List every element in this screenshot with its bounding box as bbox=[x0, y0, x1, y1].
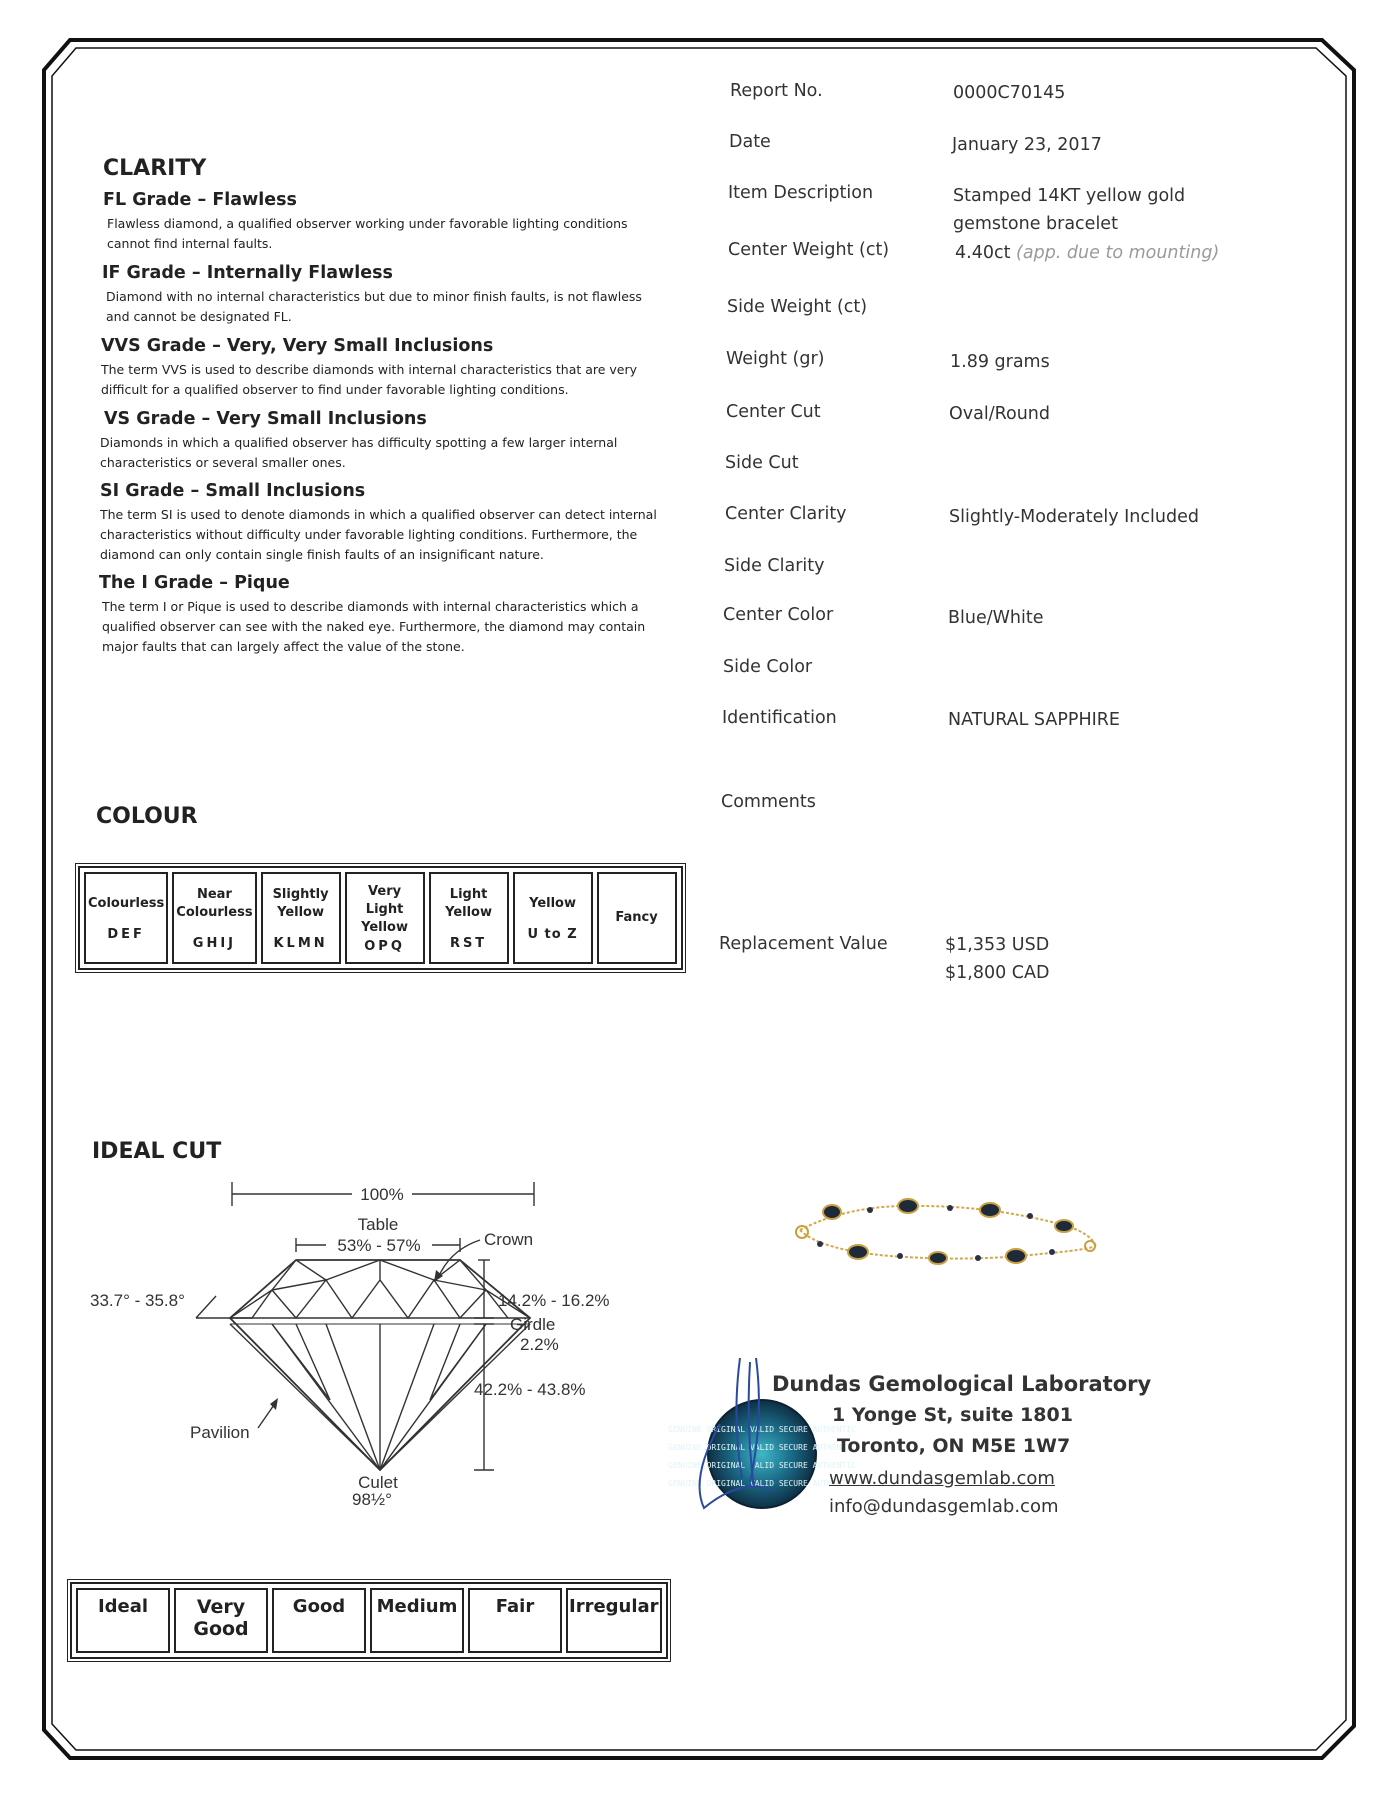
clarity-grade-fl bbox=[103, 190, 647, 254]
weight-gr-value: 1.89 grams bbox=[950, 352, 1050, 372]
hologram-text-1: GENUINE ORIGINAL VALID SECURE AUTHENTIC bbox=[668, 1425, 856, 1434]
colour-cell-label: Slightly bbox=[272, 886, 329, 902]
identification-label: Identification bbox=[722, 708, 837, 728]
grade-heading: VS Grade – Very Small Inclusions bbox=[104, 409, 427, 429]
hologram-text-2: GENUINE ORIGINAL VALID SECURE AUTHENTIC bbox=[668, 1443, 856, 1452]
clarity-grade-vs bbox=[100, 409, 645, 473]
colour-cell-code: OPQ bbox=[364, 938, 405, 954]
lab-name: Dundas Gemological Laboratory bbox=[772, 1372, 1152, 1396]
cut-grade-label: Good bbox=[193, 1618, 249, 1640]
center-weight-amount: 4.40ct bbox=[955, 243, 1011, 263]
cut-grade-label: Very bbox=[196, 1596, 246, 1618]
colour-cell-near-colourless bbox=[172, 872, 256, 964]
cut-grade-label: Irregular bbox=[569, 1596, 659, 1617]
grade-text: The term VVS is used to describe diamonds with internal characteristics that are very difficult for a qualified observer to find under favorable lighting conditions. bbox=[101, 362, 638, 397]
cut-grade-irregular bbox=[566, 1588, 662, 1653]
colour-cell-label: Very bbox=[368, 883, 402, 899]
cut-grade-very-good bbox=[174, 1588, 268, 1653]
grade-text: The term I or Pique is used to describe diamonds with internal characteristics which a qualified observer can see with the naked eye. Furthermore, the diamond may contain major faults that can largely affect the value of the stone. bbox=[102, 599, 646, 654]
lab-address-2: Toronto, ON M5E 1W7 bbox=[837, 1435, 1071, 1457]
comments-label: Comments bbox=[721, 792, 816, 812]
colour-cell-code: U to Z bbox=[527, 926, 578, 942]
date-label: Date bbox=[729, 132, 771, 152]
table-range-label: 53% - 57% bbox=[337, 1236, 421, 1255]
colour-cell-slightly-yellow bbox=[261, 872, 341, 964]
grade-text: The term SI is used to denote diamonds in which a qualified observer can detect internal characteristics without difficulty under favorable lighting conditions. Furthermore, the diamond can only contain single finish faults of an insignificant nature. bbox=[100, 507, 657, 562]
replacement-usd: $1,353 USD bbox=[945, 935, 1050, 955]
clarity-grade-if bbox=[102, 263, 651, 327]
center-color-value: Blue/White bbox=[948, 608, 1044, 628]
colour-cell-label: Yellow bbox=[445, 904, 492, 920]
grade-heading: VVS Grade – Very, Very Small Inclusions bbox=[101, 336, 494, 356]
colour-cell-label: Light bbox=[365, 901, 404, 917]
girdle-label: Girdle bbox=[510, 1315, 556, 1334]
clarity-grade-si bbox=[100, 481, 660, 565]
grade-heading: The I Grade – Pique bbox=[99, 573, 290, 593]
clarity-title: CLARITY bbox=[103, 156, 207, 181]
cut-grade-table bbox=[70, 1582, 668, 1659]
colour-cell-label: Yellow bbox=[277, 904, 324, 920]
colour-cell-colourless bbox=[84, 872, 168, 964]
center-clarity-value: Slightly-Moderately Included bbox=[949, 507, 1199, 527]
colour-cell-yellow bbox=[513, 872, 593, 964]
table-label: Table bbox=[357, 1215, 399, 1234]
diamond-proportions-diagram bbox=[90, 1170, 670, 1490]
culet-value-label: 98½° bbox=[352, 1490, 392, 1509]
center-weight-note: (app. due to mounting) bbox=[1016, 243, 1220, 263]
pavilion-depth-label: 42.2% - 43.8% bbox=[474, 1380, 586, 1399]
side-clarity-label: Side Clarity bbox=[724, 556, 825, 576]
grade-text: Diamond with no internal characteristics but due to minor finish faults, is not flawless and cannot be designated FL. bbox=[106, 289, 642, 324]
clarity-grade-i bbox=[99, 573, 662, 657]
ideal-cut-title: IDEAL CUT bbox=[92, 1139, 222, 1164]
colour-cell-label: Colourless bbox=[176, 904, 253, 920]
replacement-value-label: Replacement Value bbox=[719, 934, 888, 954]
date-value: January 23, 2017 bbox=[952, 135, 1102, 155]
colour-cell-label: Near bbox=[196, 886, 232, 902]
side-color-label: Side Color bbox=[723, 657, 813, 677]
colour-cell-label: Colourless bbox=[88, 895, 165, 911]
grade-text: Flawless diamond, a qualified observer working under favorable lighting conditions cannot find internal faults. bbox=[107, 216, 628, 251]
colour-cell-label: Light bbox=[449, 886, 488, 902]
center-color-label: Center Color bbox=[723, 605, 834, 625]
item-description-line-1: Stamped 14KT yellow gold bbox=[953, 186, 1186, 206]
item-description-line-2: gemstone bracelet bbox=[953, 214, 1118, 234]
colour-cell-code: KLMN bbox=[273, 935, 328, 951]
side-weight-label: Side Weight (ct) bbox=[727, 297, 868, 317]
culet-label: Culet bbox=[358, 1473, 398, 1492]
item-description-label: Item Description bbox=[728, 183, 874, 203]
side-cut-label: Side Cut bbox=[725, 453, 799, 473]
hologram-text-3: GENUINE ORIGINAL VALID SECURE AUTHENTIC bbox=[668, 1461, 856, 1470]
lab-website-link[interactable]: www.dundasgemlab.com bbox=[829, 1468, 1055, 1489]
lab-address-1: 1 Yonge St, suite 1801 bbox=[832, 1404, 1073, 1426]
lab-email: info@dundasgemlab.com bbox=[829, 1496, 1059, 1517]
colour-cell-label: Fancy bbox=[615, 910, 658, 925]
identification-value: NATURAL SAPPHIRE bbox=[948, 710, 1120, 730]
total-width-label: 100% bbox=[360, 1185, 404, 1204]
cut-grade-label: Fair bbox=[495, 1596, 535, 1617]
replacement-cad: $1,800 CAD bbox=[945, 963, 1050, 983]
crown-height-label: 14.2% - 16.2% bbox=[498, 1291, 610, 1310]
crown-label: Crown bbox=[484, 1230, 534, 1249]
colour-title: COLOUR bbox=[96, 804, 198, 829]
grade-text: Diamonds in which a qualified observer has difficulty spotting a few larger internal characteristics or several smaller ones. bbox=[100, 435, 618, 470]
replacement-value bbox=[945, 931, 1049, 987]
colour-cell-code: RST bbox=[449, 935, 488, 951]
center-cut-value: Oval/Round bbox=[949, 404, 1050, 424]
cut-grade-label: Ideal bbox=[97, 1596, 149, 1617]
grade-heading: IF Grade – Internally Flawless bbox=[102, 263, 393, 283]
center-cut-label: Center Cut bbox=[726, 402, 821, 422]
crown-angle-label: 33.7° - 35.8° bbox=[90, 1291, 185, 1310]
bracelet-photo bbox=[790, 1190, 1110, 1280]
colour-cell-code: DEF bbox=[107, 926, 145, 942]
weight-gr-label: Weight (gr) bbox=[726, 349, 825, 369]
colour-cell-label: Yellow bbox=[361, 919, 408, 935]
report-no-label: Report No. bbox=[730, 81, 823, 101]
cut-grade-fair bbox=[468, 1588, 562, 1653]
report-no-value: 0000C70145 bbox=[953, 83, 1066, 103]
grade-heading: FL Grade – Flawless bbox=[103, 190, 297, 210]
pavilion-label: Pavilion bbox=[190, 1423, 250, 1442]
colour-cell-label: Yellow bbox=[529, 895, 576, 911]
cut-grade-ideal bbox=[76, 1588, 170, 1653]
center-clarity-label: Center Clarity bbox=[725, 504, 847, 524]
colour-cell-fancy bbox=[597, 872, 677, 964]
colour-cell-code: GHIJ bbox=[192, 935, 237, 951]
colour-cell-very-light-yellow bbox=[345, 872, 425, 964]
hologram-text-4: GENUINE ORIGINAL VALID SECURE AUTHENTIC bbox=[668, 1479, 856, 1488]
cut-grade-medium bbox=[370, 1588, 464, 1653]
cut-grade-label: Good bbox=[292, 1596, 346, 1617]
cut-grade-good bbox=[272, 1588, 366, 1653]
cut-grade-label: Medium bbox=[376, 1596, 458, 1617]
center-weight-label: Center Weight (ct) bbox=[728, 240, 890, 260]
item-description-value bbox=[953, 182, 1185, 238]
girdle-value-label: 2.2% bbox=[520, 1335, 559, 1354]
clarity-grade-vvs bbox=[101, 336, 646, 400]
grade-heading: SI Grade – Small Inclusions bbox=[100, 481, 366, 501]
center-weight-value bbox=[955, 239, 1219, 267]
colour-cell-light-yellow bbox=[429, 872, 509, 964]
colour-scale-table bbox=[78, 866, 683, 970]
